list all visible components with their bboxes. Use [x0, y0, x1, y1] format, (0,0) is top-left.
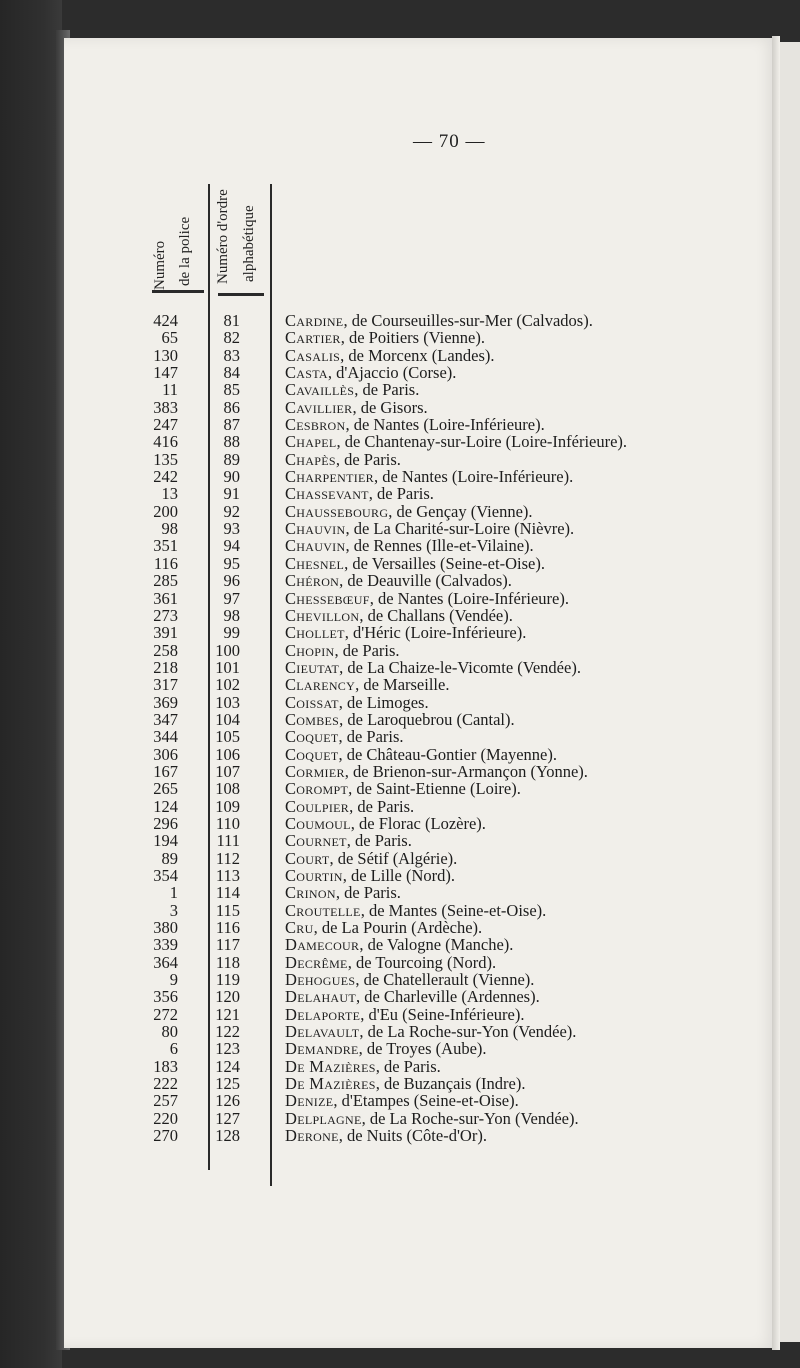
- list-item: [0, 676, 780, 693]
- order-number: 111: [216, 831, 240, 851]
- police-number: 135: [153, 449, 178, 469]
- list-item: [0, 451, 780, 468]
- pharmacist-entry: [285, 555, 545, 572]
- police-number: 167: [153, 761, 178, 781]
- police-number: 361: [153, 588, 178, 608]
- order-number: 89: [223, 449, 240, 469]
- pharmacist-location: , de La Chaize-le-Vicomte (Vendée).: [339, 657, 581, 677]
- pharmacist-location: , de Saint-Etienne (Loire).: [348, 779, 521, 799]
- list-item: [0, 694, 780, 711]
- pharmacist-location: , de Paris.: [335, 883, 401, 903]
- pharmacist-entry: [285, 485, 434, 502]
- pharmacist-name: Cavillier: [285, 397, 353, 417]
- list-item: [0, 624, 780, 641]
- pharmacist-name: Dehogues: [285, 970, 356, 990]
- list-item: [0, 555, 780, 572]
- police-number: 6: [169, 1039, 178, 1059]
- pharmacist-entry: [285, 832, 412, 849]
- pharmacist-name: Crinon: [285, 883, 336, 903]
- police-number: 183: [153, 1056, 178, 1076]
- order-number: 119: [215, 970, 240, 990]
- police-number: 257: [153, 1091, 178, 1111]
- police-number: 270: [153, 1126, 178, 1146]
- order-number: 117: [215, 935, 240, 955]
- pharmacist-name: Coumoul: [285, 813, 351, 833]
- order-number: 125: [215, 1074, 240, 1094]
- police-number: 317: [153, 675, 178, 695]
- pharmacist-name: Coissat: [285, 692, 339, 712]
- list-item: [0, 520, 780, 537]
- pharmacist-entry: [285, 936, 513, 953]
- pharmacist-entry: [285, 780, 521, 797]
- pharmacist-entry: [285, 1023, 576, 1040]
- list-item: [0, 642, 780, 659]
- pharmacist-name: Combes: [285, 709, 340, 729]
- police-number: 218: [153, 657, 178, 677]
- pharmacist-entry: [285, 329, 485, 346]
- police-number: 354: [153, 866, 178, 885]
- list-item: [0, 954, 780, 971]
- order-number: 105: [215, 727, 240, 747]
- pharmacist-entry: [285, 381, 419, 398]
- police-number: 98: [161, 519, 178, 539]
- police-number: 424: [153, 311, 178, 330]
- pharmacist-name: Chapès: [285, 449, 336, 469]
- pharmacist-location: , de Chantenay-sur-Loire (Loire-Inférieure).: [336, 432, 628, 452]
- pharmacist-location: , de La Pourin (Ardèche).: [313, 918, 483, 938]
- order-number: 108: [215, 779, 240, 799]
- order-number: 104: [215, 709, 240, 729]
- order-number: 84: [223, 363, 240, 383]
- order-number: 93: [223, 519, 240, 539]
- police-number: 383: [153, 397, 178, 417]
- pharmacist-entry: [285, 537, 534, 554]
- pharmacist-name: Chopin: [285, 640, 335, 660]
- pharmacist-name: De Mazières: [285, 1056, 376, 1076]
- pharmacist-name: Cormier: [285, 761, 345, 781]
- pharmacist-location: , de Brienon-sur-Armançon (Yonne).: [344, 761, 588, 781]
- police-number: 116: [153, 553, 178, 573]
- pharmacist-name: Casta: [285, 363, 328, 383]
- pharmacist-entry: [285, 1058, 441, 1075]
- pharmacist-entry: [285, 1006, 524, 1023]
- pharmacist-location: , d'Ajaccio (Corse).: [327, 363, 457, 383]
- police-number: 364: [153, 952, 178, 972]
- police-number: 1: [169, 883, 178, 903]
- police-number: 369: [153, 692, 178, 712]
- police-number: 273: [153, 605, 178, 625]
- police-number: 194: [153, 831, 178, 851]
- pharmacist-name: Chauvin: [285, 519, 346, 539]
- police-number: 380: [153, 918, 178, 938]
- pharmacist-entry: [285, 659, 581, 676]
- pharmacist-entry: [285, 971, 534, 988]
- pharmacist-location: , d'Héric (Loire-Inférieure).: [344, 623, 527, 643]
- police-number: 242: [153, 467, 178, 487]
- pharmacist-name: Courtin: [285, 866, 343, 885]
- order-number: 109: [215, 796, 240, 816]
- pharmacist-location: , d'Eu (Seine-Inférieure).: [360, 1004, 525, 1024]
- pharmacist-entry: [285, 1127, 487, 1144]
- order-number: 88: [223, 432, 240, 452]
- list-item: [0, 433, 780, 450]
- pharmacist-location: , de Paris.: [354, 380, 420, 400]
- column-header-police-line1: Numéro: [152, 240, 168, 290]
- pharmacist-location: , de Sétif (Algérie).: [329, 848, 458, 868]
- order-number: 106: [215, 744, 240, 764]
- order-number: 120: [215, 987, 240, 1007]
- pharmacist-name: De Mazières: [285, 1074, 376, 1094]
- list-item: [0, 746, 780, 763]
- list-item: [0, 1006, 780, 1023]
- pharmacist-name: Coquet: [285, 727, 339, 747]
- pharmacist-entry: [285, 503, 533, 520]
- pharmacist-entry: [285, 590, 569, 607]
- pharmacist-name: Chapel: [285, 432, 337, 452]
- police-number: 391: [153, 623, 178, 643]
- pharmacist-location: , de Laroquebrou (Cantal).: [339, 709, 515, 729]
- police-number: 80: [161, 1022, 178, 1042]
- list-item: [0, 1110, 780, 1127]
- pharmacist-location: , de Versailles (Seine-et-Oise).: [344, 553, 545, 573]
- pharmacist-name: Charpentier: [285, 467, 374, 487]
- pharmacist-entry: [285, 1075, 526, 1092]
- pharmacist-name: Cournet: [285, 831, 347, 851]
- list-item: [0, 902, 780, 919]
- column-header-police-line2: de la police: [177, 216, 193, 286]
- pharmacist-location: , de Nantes (Loire-Inférieure).: [369, 588, 569, 608]
- police-number: 89: [161, 848, 178, 868]
- police-number: 272: [153, 1004, 178, 1024]
- pharmacist-name: Demandre: [285, 1039, 359, 1059]
- pharmacist-location: , de Tourcoing (Nord).: [347, 952, 497, 972]
- police-number: 220: [153, 1108, 178, 1128]
- order-number: 101: [215, 657, 240, 677]
- pharmacist-entry: [285, 1092, 519, 1109]
- column-header-ordre-line1: Numéro d'ordre: [215, 189, 231, 284]
- column-header-ordre-line2: alphabétique: [241, 205, 257, 282]
- order-number: 121: [215, 1004, 240, 1024]
- list-item: [0, 607, 780, 624]
- pharmacist-entry: [285, 642, 400, 659]
- police-number: 258: [153, 640, 178, 660]
- list-item: [0, 763, 780, 780]
- pharmacist-location: , de Poitiers (Vienne).: [340, 328, 485, 348]
- order-number: 122: [215, 1022, 240, 1042]
- list-item: [0, 1127, 780, 1144]
- order-number: 110: [215, 813, 240, 833]
- list-item: [0, 572, 780, 589]
- pharmacist-location: , de Paris.: [375, 1056, 441, 1076]
- pharmacist-location: , de Rennes (Ille-et-Vilaine).: [345, 536, 534, 556]
- list-item: [0, 711, 780, 728]
- order-number: 97: [223, 588, 240, 608]
- pharmacist-entry: [285, 884, 401, 901]
- list-item: [0, 815, 780, 832]
- police-number: 356: [153, 987, 178, 1007]
- list-item: [0, 399, 780, 416]
- order-number: 95: [223, 553, 240, 573]
- order-number: 127: [215, 1108, 240, 1128]
- pharmacist-name: Coquet: [285, 744, 339, 764]
- pharmacist-entry: [285, 798, 414, 815]
- pharmacist-location: , de Marseille.: [355, 675, 450, 695]
- police-number: 347: [153, 709, 178, 729]
- order-number: 81: [223, 311, 240, 330]
- list-item: [0, 329, 780, 346]
- pharmacist-name: Chaussebourg: [285, 501, 389, 521]
- list-item: [0, 1075, 780, 1092]
- order-number: 114: [215, 883, 240, 903]
- order-number: 94: [223, 536, 240, 556]
- pharmacist-entry: [285, 902, 546, 919]
- pharmacist-location: , de Gençay (Vienne).: [388, 501, 533, 521]
- pharmacist-location: , de Château-Gontier (Mayenne).: [338, 744, 558, 764]
- pharmacist-entry: [285, 399, 428, 416]
- pharmacist-entry: [285, 451, 401, 468]
- pharmacist-name: Croutelle: [285, 900, 361, 920]
- pharmacist-name: Cru: [285, 918, 314, 938]
- pharmacist-location: , de Nantes (Loire-Inférieure).: [373, 467, 574, 487]
- police-number: 11: [162, 380, 178, 400]
- police-number: 65: [161, 328, 178, 348]
- pharmacist-location: , de Buzançais (Indre).: [375, 1074, 526, 1094]
- order-number: 99: [223, 623, 240, 643]
- pharmacist-name: Delahaut: [285, 987, 356, 1007]
- pharmacist-location: , de La Charité-sur-Loire (Nièvre).: [345, 519, 575, 539]
- pharmacist-name: Cavaillès: [285, 380, 355, 400]
- pharmacist-name: Court: [285, 848, 330, 868]
- list-item: [0, 867, 780, 884]
- pharmacist-location: , de La Roche-sur-Yon (Vendée).: [361, 1108, 579, 1128]
- list-item: [0, 416, 780, 433]
- order-number: 92: [223, 501, 240, 521]
- list-item: [0, 364, 780, 381]
- police-number: 247: [153, 415, 178, 435]
- pharmacist-location: , de Paris.: [335, 449, 401, 469]
- pharmacist-entry: [285, 624, 526, 641]
- pharmacist-entry: [285, 364, 456, 381]
- pharmacist-location: , de Lille (Nord).: [342, 866, 455, 885]
- list-item: [0, 381, 780, 398]
- police-number: 147: [153, 363, 178, 383]
- pharmacist-location: , de Paris.: [338, 727, 404, 747]
- pharmacist-entry: [285, 867, 455, 884]
- list-item: [0, 468, 780, 485]
- entries-list: [0, 312, 780, 1145]
- pharmacist-location: , de La Roche-sur-Yon (Vendée).: [359, 1022, 577, 1042]
- list-item: [0, 347, 780, 364]
- list-item: [0, 537, 780, 554]
- police-number: 13: [161, 484, 178, 504]
- list-item: [0, 728, 780, 745]
- pharmacist-name: Cieutat: [285, 657, 340, 677]
- pharmacist-name: Chauvin: [285, 536, 346, 556]
- police-number: 351: [153, 536, 178, 556]
- pharmacist-location: , de Troyes (Aube).: [358, 1039, 487, 1059]
- pharmacist-location: , de Valogne (Manche).: [359, 935, 514, 955]
- pharmacist-entry: [285, 815, 486, 832]
- order-number: 113: [215, 866, 240, 885]
- order-number: 115: [215, 900, 240, 920]
- pharmacist-location: , de Morcenx (Landes).: [340, 345, 495, 365]
- order-number: 82: [223, 328, 240, 348]
- list-item: [0, 659, 780, 676]
- pharmacist-name: Chevillon: [285, 605, 360, 625]
- pharmacist-location: , de Charleville (Ardennes).: [355, 987, 540, 1007]
- pharmacist-location: , de Deauville (Calvados).: [339, 571, 512, 591]
- page-number: — 70 —: [413, 131, 486, 152]
- list-item: [0, 1092, 780, 1109]
- pharmacist-location: , de Challans (Vendée).: [359, 605, 513, 625]
- list-item: [0, 780, 780, 797]
- police-number: 339: [153, 935, 178, 955]
- header-rule-police: [152, 290, 204, 293]
- pharmacist-location: , de Mantes (Seine-et-Oise).: [360, 900, 547, 920]
- pharmacist-entry: [285, 607, 513, 624]
- order-number: 128: [215, 1126, 240, 1146]
- pharmacist-name: Cartier: [285, 328, 341, 348]
- pharmacist-name: Chesnel: [285, 553, 345, 573]
- pharmacist-entry: [285, 711, 515, 728]
- pharmacist-entry: [285, 347, 495, 364]
- order-number: 124: [215, 1056, 240, 1076]
- pharmacist-location: , de Nuits (Côte-d'Or).: [338, 1126, 487, 1146]
- list-item: [0, 312, 780, 329]
- order-number: 107: [215, 761, 240, 781]
- order-number: 96: [223, 571, 240, 591]
- list-item: [0, 1040, 780, 1057]
- pharmacist-location: , de Paris.: [349, 796, 415, 816]
- pharmacist-name: Delplagne: [285, 1108, 362, 1128]
- pharmacist-name: Damecour: [285, 935, 360, 955]
- police-number: 200: [153, 501, 178, 521]
- police-number: 9: [169, 970, 178, 990]
- list-item: [0, 971, 780, 988]
- list-item: [0, 590, 780, 607]
- list-item: [0, 485, 780, 502]
- pharmacist-entry: [285, 728, 404, 745]
- pharmacist-location: , de Paris.: [368, 484, 434, 504]
- pharmacist-entry: [285, 416, 545, 433]
- order-number: 118: [215, 952, 240, 972]
- order-number: 86: [223, 397, 240, 417]
- police-number: 416: [153, 432, 178, 452]
- pharmacist-entry: [285, 954, 496, 971]
- pharmacist-name: Derone: [285, 1126, 339, 1146]
- police-number: 285: [153, 571, 178, 591]
- police-number: 130: [153, 345, 178, 365]
- header-rule-ordre: [218, 293, 264, 296]
- police-number: 344: [153, 727, 178, 747]
- list-item: [0, 1058, 780, 1075]
- pharmacist-name: Delaporte: [285, 1004, 361, 1024]
- pharmacist-name: Chéron: [285, 571, 340, 591]
- pharmacist-entry: [285, 919, 482, 936]
- order-number: 126: [215, 1091, 240, 1111]
- order-number: 91: [223, 484, 240, 504]
- order-number: 87: [223, 415, 240, 435]
- order-number: 90: [223, 467, 240, 487]
- pharmacist-entry: [285, 312, 593, 329]
- pharmacist-name: Decrême: [285, 952, 348, 972]
- order-number: 100: [215, 640, 240, 660]
- pharmacist-name: Chollet: [285, 623, 345, 643]
- pharmacist-location: , de Paris.: [346, 831, 412, 851]
- list-item: [0, 798, 780, 815]
- list-item: [0, 919, 780, 936]
- pharmacist-location: , de Gisors.: [352, 397, 428, 417]
- police-number: 124: [153, 796, 178, 816]
- police-number: 306: [153, 744, 178, 764]
- pharmacist-name: Delavault: [285, 1022, 360, 1042]
- police-number: 296: [153, 813, 178, 833]
- list-item: [0, 936, 780, 953]
- pharmacist-location: , de Paris.: [334, 640, 400, 660]
- pharmacist-entry: [285, 433, 627, 450]
- order-number: 116: [215, 918, 240, 938]
- pharmacist-location: , d'Etampes (Seine-et-Oise).: [333, 1091, 519, 1111]
- list-item: [0, 832, 780, 849]
- list-item: [0, 884, 780, 901]
- pharmacist-entry: [285, 520, 574, 537]
- pharmacist-entry: [285, 572, 512, 589]
- list-item: [0, 850, 780, 867]
- pharmacist-name: Denize: [285, 1091, 334, 1111]
- pharmacist-entry: [285, 850, 457, 867]
- pharmacist-name: Cesbron: [285, 415, 346, 435]
- pharmacist-entry: [285, 694, 429, 711]
- pharmacist-entry: [285, 746, 557, 763]
- pharmacist-name: Clarency: [285, 675, 356, 695]
- pharmacist-entry: [285, 988, 540, 1005]
- pharmacist-entry: [285, 763, 588, 780]
- list-item: [0, 503, 780, 520]
- pharmacist-name: Chassevant: [285, 484, 369, 504]
- pharmacist-entry: [285, 1110, 579, 1127]
- pharmacist-entry: [285, 1040, 487, 1057]
- pharmacist-location: , de Florac (Lozère).: [350, 813, 486, 833]
- pharmacist-location: , de Limoges.: [338, 692, 429, 712]
- pharmacist-name: Cardine: [285, 311, 344, 330]
- pharmacist-name: Coulpier: [285, 796, 350, 816]
- order-number: 98: [223, 605, 240, 625]
- pharmacist-name: Chessebœuf: [285, 588, 370, 608]
- order-number: 103: [215, 692, 240, 712]
- pharmacist-entry: [285, 468, 573, 485]
- list-item: [0, 1023, 780, 1040]
- police-number: 265: [153, 779, 178, 799]
- pharmacist-name: Corompt: [285, 779, 349, 799]
- pharmacist-entry: [285, 676, 449, 693]
- order-number: 85: [223, 380, 240, 400]
- pharmacist-location: , de Courseuilles-sur-Mer (Calvados).: [343, 311, 593, 330]
- pharmacist-location: , de Chatellerault (Vienne).: [355, 970, 535, 990]
- police-number: 222: [153, 1074, 178, 1094]
- police-number: 3: [169, 900, 178, 920]
- pharmacist-location: , de Nantes (Loire-Inférieure).: [345, 415, 545, 435]
- pharmacist-name: Casalis: [285, 345, 341, 365]
- order-number: 83: [223, 345, 240, 365]
- order-number: 123: [215, 1039, 240, 1059]
- list-item: [0, 988, 780, 1005]
- order-number: 112: [215, 848, 240, 868]
- order-number: 102: [215, 675, 240, 695]
